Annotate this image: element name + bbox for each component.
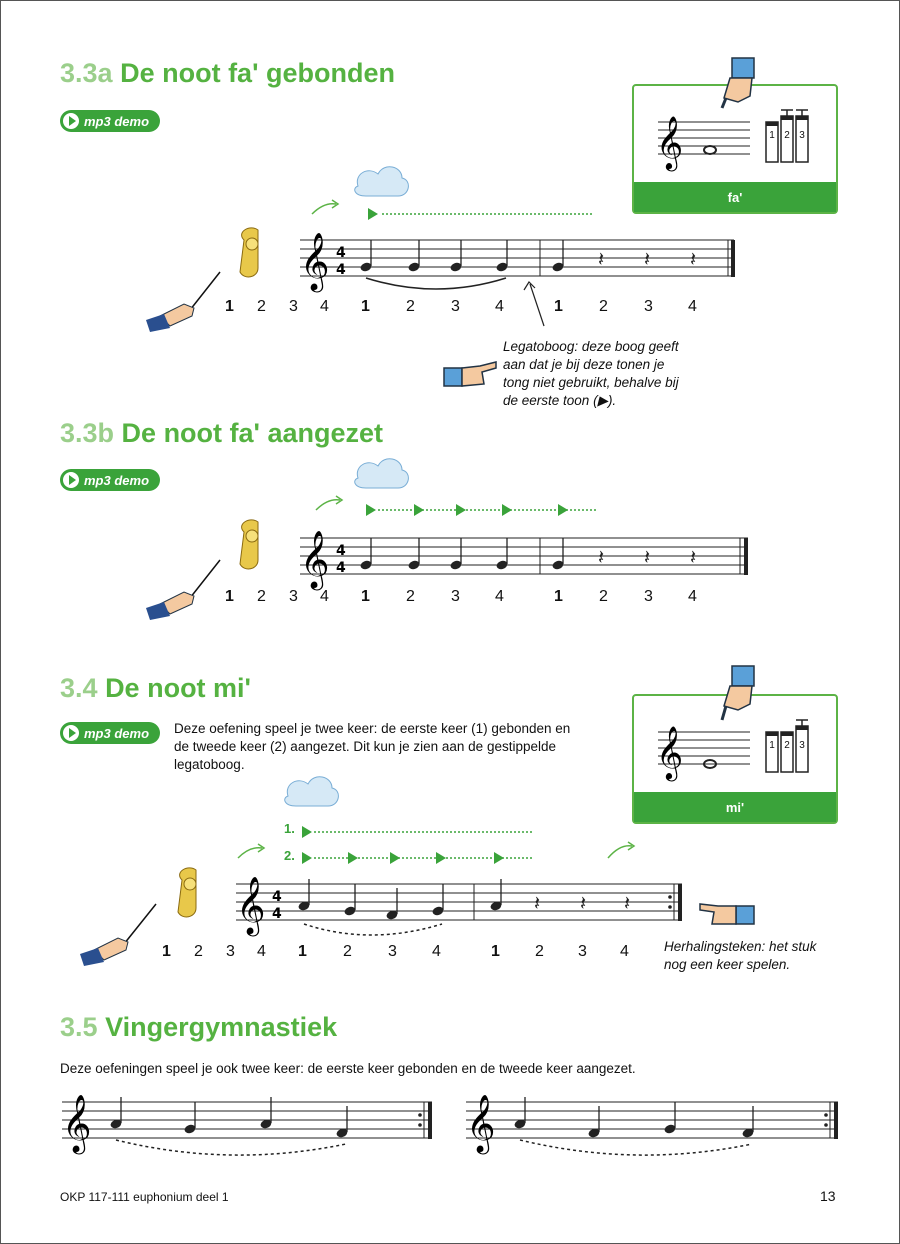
svg-text:𝄞: 𝄞 [466,1094,496,1152]
play-icon [63,113,79,129]
count: 3 [226,943,235,960]
svg-text:4: 4 [272,889,282,905]
mp3-demo-button-3-3b[interactable]: mp3 demo [60,469,160,491]
count: 4 [432,943,441,960]
fingering-label-mi: mi' [634,792,836,822]
fingering-label-fa: fa' [634,182,836,212]
mp3-demo-button-3-4[interactable]: mp3 demo [60,722,160,744]
music-staff-3-5 [60,1088,850,1168]
count: 3 [289,588,298,605]
svg-text:4: 4 [336,262,346,278]
count: 1 [225,298,234,315]
play-icon [456,504,466,516]
section-title-3-3b: 3.3b De noot fa' aangezet [60,418,384,448]
valve-1-label: 1 [769,740,775,751]
count: 1 [162,943,171,960]
count: 4 [320,298,329,315]
conductor-hand-icon [80,904,156,966]
repeat-note: Herhalingsteken: het stuk nog een keer spelen. [664,939,817,972]
legato-note: Legatoboog: deze boog geeft aan dat je bij deze tonen je tong niet gebruikt, behalve bij de eerste toon (▶). [503,339,679,408]
svg-text:4: 4 [336,245,346,261]
section-3-4-description: Deze oefening speel je twee keer: de eerste keer (1) gebonden en de tweede keer (2) aangezet. Dit kun je zien aan de gestippelde legatoboog. [174,721,571,772]
play-icon [368,208,378,220]
count: 1 [554,298,563,315]
pointing-hand-icon [440,356,498,392]
svg-text:4: 4 [336,560,346,576]
play-icon [348,852,358,864]
play-icon [366,504,376,516]
second-play-marker: 2. [284,848,295,863]
svg-text:𝄽: 𝄽 [644,247,651,271]
valve-2-label: 2 [784,740,790,751]
curved-arrow-icon [606,836,636,862]
section-title-3-4: 3.4 De noot mi' [60,673,251,703]
section-title-3-5: 3.5 Vingergymnastiek [60,1012,338,1042]
count: 4 [688,588,697,605]
count: 4 [495,588,504,605]
first-play-marker: 1. [284,821,295,836]
count: 1 [225,588,234,605]
svg-text:𝄽: 𝄽 [690,247,697,271]
play-icon [63,472,79,488]
svg-text:𝄞: 𝄞 [300,530,330,588]
svg-text:𝄽: 𝄽 [598,545,605,569]
svg-text:𝄽: 𝄽 [690,545,697,569]
euphonium-icon [240,520,258,569]
treble-clef-icon: 𝄞 [656,725,684,779]
play-icon [302,826,312,838]
count: 1 [361,298,370,315]
count: 2 [257,588,266,605]
euphonium-icon [178,868,196,917]
play-icon [63,725,79,741]
count: 3 [644,298,653,315]
section-title-3-3a: 3.3a De noot fa' gebonden [60,58,395,88]
svg-text:𝄞: 𝄞 [236,876,266,934]
count: 2 [406,298,415,315]
count: 4 [688,298,697,315]
svg-text:𝄽: 𝄽 [534,891,541,915]
svg-text:𝄽: 𝄽 [624,891,631,915]
svg-text:𝄽: 𝄽 [580,891,587,915]
count: 3 [451,588,460,605]
svg-text:4: 4 [272,906,282,922]
mp3-demo-button-3-3a[interactable]: mp3 demo [60,110,160,132]
play-icon [436,852,446,864]
count: 3 [289,298,298,315]
section-3-5-description: Deze oefeningen speel je ook twee keer: de eerste keer gebonden en de tweede keer aangezet. [60,1061,636,1076]
count: 2 [194,943,203,960]
svg-text:𝄞: 𝄞 [300,232,330,290]
count: 3 [644,588,653,605]
treble-clef-icon: 𝄞 [656,115,684,169]
count: 1 [554,588,563,605]
euphonium-icon [240,228,258,277]
breath-cloud-icon [355,459,409,488]
curved-arrow-icon [238,848,262,858]
svg-text:4: 4 [336,543,346,559]
count: 2 [599,298,608,315]
curved-arrow-icon [316,500,340,510]
count: 1 [298,943,307,960]
valve-3-label: 3 [799,130,805,141]
count: 3 [578,943,587,960]
count: 4 [620,943,629,960]
count: 3 [451,298,460,315]
pointing-hand-icon [712,56,762,110]
valve-3-label: 3 [799,740,805,751]
count: 3 [388,943,397,960]
svg-text:𝄽: 𝄽 [598,247,605,271]
count: 4 [320,588,329,605]
count: 4 [257,943,266,960]
play-icon [302,852,312,864]
pointing-hand-icon [698,898,758,932]
count: 2 [599,588,608,605]
count: 1 [491,943,500,960]
curved-arrow-icon [312,204,336,214]
count: 4 [495,298,504,315]
page-number: 13 [820,1188,836,1204]
count: 2 [257,298,266,315]
count: 2 [406,588,415,605]
count: 2 [535,943,544,960]
valve-2-label: 2 [784,130,790,141]
svg-text:𝄞: 𝄞 [62,1094,92,1152]
breath-cloud-icon [285,777,339,806]
conductor-hand-icon [146,272,220,332]
count: 2 [343,943,352,960]
count: 1 [361,588,370,605]
conductor-hand-icon [146,560,220,620]
breath-cloud-icon [355,167,409,196]
svg-text:𝄽: 𝄽 [644,545,651,569]
footer-text: OKP 117-111 euphonium deel 1 [60,1190,229,1204]
pointing-hand-icon [712,664,762,722]
valve-1-label: 1 [769,130,775,141]
